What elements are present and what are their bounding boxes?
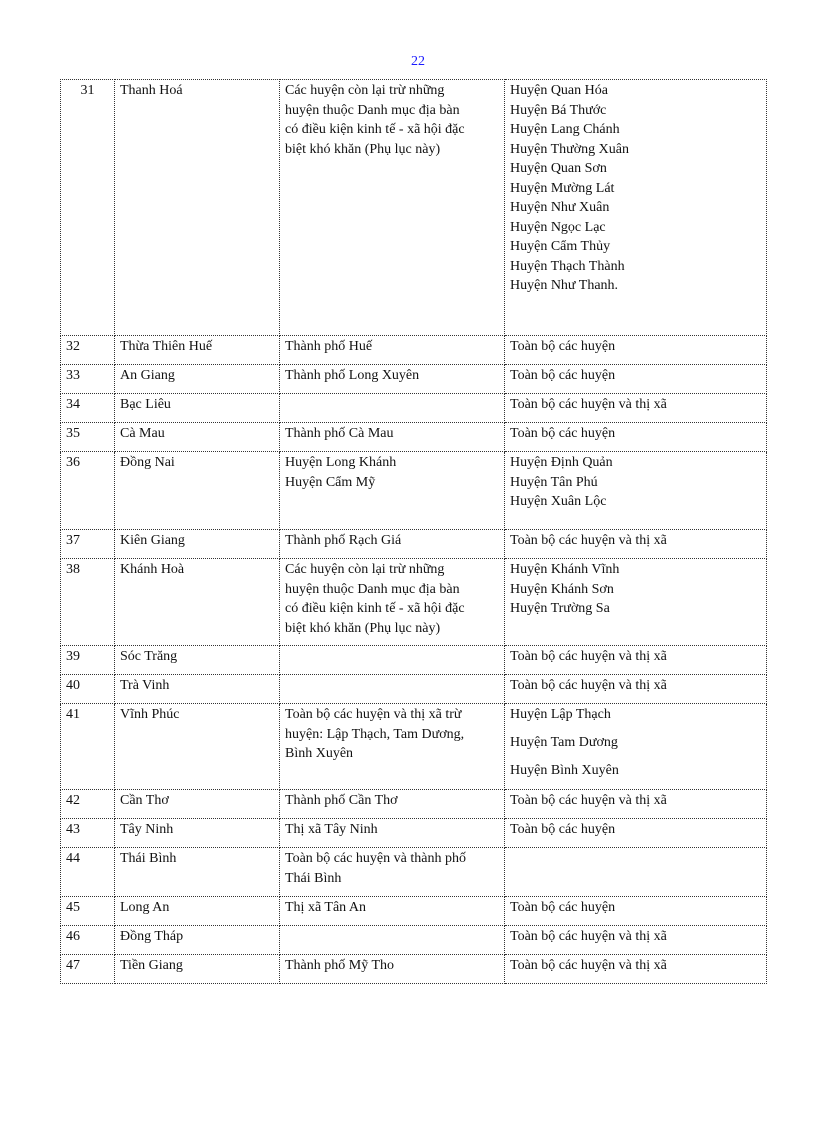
area-c-cell — [505, 365, 767, 394]
province-name: Thái Bình — [115, 848, 280, 897]
area-b-cell — [280, 80, 505, 336]
area-c-line: Huyện Trường Sa — [510, 601, 610, 616]
row-number: 45 — [61, 897, 115, 926]
area-c-cell — [505, 848, 767, 897]
area-b-line: biệt khó khăn (Phụ lục này) — [285, 141, 441, 157]
area-b-line: Thái Bình — [285, 870, 342, 886]
row-number: 42 — [61, 790, 115, 819]
area-b-line: Thành phố Long Xuyên — [285, 368, 420, 383]
area-c-cell — [505, 646, 767, 675]
area-b-line: Thành phố Cần Thơ — [285, 793, 398, 808]
table-row — [61, 790, 767, 819]
table-row — [61, 530, 767, 559]
area-c-line: Toàn bộ các huyện và thị xã — [510, 649, 667, 664]
area-b-line: Thành phố Huế — [285, 339, 373, 354]
area-c-line: Toàn bộ các huyện và thị xã — [510, 397, 667, 412]
area-b-cell — [280, 790, 505, 819]
province-name: Tây Ninh — [115, 819, 280, 848]
area-b-cell — [280, 646, 505, 675]
row-number: 31 — [61, 80, 115, 336]
area-c-cell — [505, 394, 767, 423]
area-b-cell — [280, 423, 505, 452]
area-c-cell — [505, 819, 767, 848]
area-c-cell — [505, 955, 767, 984]
area-c-line: Toàn bộ các huyện — [510, 426, 616, 441]
area-b-line: Thành phố Rạch Giá — [285, 533, 402, 548]
area-c-line: Huyện Xuân Lộc — [510, 494, 607, 509]
area-c-line: Toàn bộ các huyện và thị xã — [510, 958, 667, 973]
province-name: Trà Vinh — [115, 675, 280, 704]
area-b-cell — [280, 559, 505, 646]
area-c-cell — [505, 423, 767, 452]
area-c-cell — [505, 926, 767, 955]
table-row — [61, 704, 767, 790]
area-b-cell — [280, 955, 505, 984]
province-name: Long An — [115, 897, 280, 926]
table-row — [61, 955, 767, 984]
row-number: 46 — [61, 926, 115, 955]
area-c-line: Huyện Như Thanh. — [510, 278, 619, 293]
area-c-line: Huyện Cẩm Thủy — [510, 239, 611, 254]
row-number: 43 — [61, 819, 115, 848]
table-row — [61, 926, 767, 955]
province-name: Cần Thơ — [115, 790, 280, 819]
area-b-line: Bình Xuyên — [285, 746, 354, 761]
area-c-line: Toàn bộ các huyện và thị xã — [510, 929, 667, 944]
area-b-line: Huyện Cẩm Mỹ — [285, 474, 376, 490]
table-row — [61, 848, 767, 897]
area-c-line: Toàn bộ các huyện và thị xã — [510, 533, 667, 548]
area-c-line: Toàn bộ các huyện và thị xã — [510, 793, 667, 808]
area-c-line: Toàn bộ các huyện và thị xã — [510, 678, 667, 693]
province-name: Đồng Tháp — [115, 926, 280, 955]
area-b-cell — [280, 452, 505, 530]
area-c-line: Huyện Mường Lát — [510, 180, 615, 196]
province-name: Tiền Giang — [115, 955, 280, 984]
row-number: 39 — [61, 646, 115, 675]
area-b-cell — [280, 530, 505, 559]
area-b-line: Thành phố Mỹ Tho — [285, 958, 395, 973]
area-b-cell — [280, 926, 505, 955]
area-b-cell — [280, 897, 505, 926]
row-number: 33 — [61, 365, 115, 394]
area-c-cell — [505, 530, 767, 559]
area-c-line: Huyện Tân Phú — [510, 474, 598, 490]
province-name: Đồng Nai — [115, 452, 280, 530]
area-b-cell — [280, 365, 505, 394]
area-b-line: Thành phố Cà Mau — [285, 426, 394, 441]
area-b-cell — [280, 704, 505, 790]
province-name: Khánh Hoà — [115, 559, 280, 646]
province-name: Kiên Giang — [115, 530, 280, 559]
area-b-line: Huyện Long Khánh — [285, 455, 397, 470]
area-c-line: Toàn bộ các huyện — [510, 368, 616, 383]
area-c-cell — [505, 336, 767, 365]
province-name: Sóc Trăng — [115, 646, 280, 675]
page-number: 22 — [411, 54, 425, 69]
area-b-line: huyện thuộc Danh mục địa bàn — [285, 102, 460, 118]
area-c-line: Huyện Bình Xuyên — [510, 763, 619, 778]
area-c-cell — [505, 559, 767, 646]
row-number: 44 — [61, 848, 115, 897]
area-c-line: Huyện Lập Thạch — [510, 707, 611, 722]
table-row — [61, 646, 767, 675]
area-c-cell — [505, 80, 767, 336]
province-name: Vĩnh Phúc — [115, 704, 280, 790]
province-name: Thừa Thiên Huế — [115, 336, 280, 365]
province-name: Thanh Hoá — [115, 80, 280, 336]
area-c-cell — [505, 452, 767, 530]
area-b-line: có điều kiện kinh tế - xã hội đặc — [285, 601, 465, 616]
area-b-cell — [280, 819, 505, 848]
province-name: Bạc Liêu — [115, 394, 280, 423]
area-c-line: Huyện Như Xuân — [510, 200, 610, 215]
area-c-line: Huyện Quan Hóa — [510, 83, 608, 98]
area-b-line: Thị xã Tây Ninh — [285, 822, 378, 837]
table-row — [61, 819, 767, 848]
area-b-line: có điều kiện kinh tế - xã hội đặc — [285, 122, 465, 137]
area-c-line: Toàn bộ các huyện — [510, 339, 616, 354]
area-c-line: Huyện Tam Dương — [510, 735, 618, 750]
area-c-line: Huyện Ngọc Lạc — [510, 219, 606, 235]
area-b-line: huyện thuộc Danh mục địa bàn — [285, 581, 460, 597]
table-row — [61, 559, 767, 646]
area-c-cell — [505, 790, 767, 819]
area-b-line: Toàn bộ các huyện và thành phố — [285, 851, 466, 866]
row-number: 38 — [61, 559, 115, 646]
area-c-line: Huyện Bá Thước — [510, 102, 607, 118]
row-number: 36 — [61, 452, 115, 530]
row-number: 37 — [61, 530, 115, 559]
area-b-cell — [280, 336, 505, 365]
area-b-line: biệt khó khăn (Phụ lục này) — [285, 620, 441, 636]
area-c-line: Huyện Thường Xuân — [510, 141, 629, 157]
area-c-line: Toàn bộ các huyện — [510, 900, 616, 915]
region-table-body — [61, 80, 767, 984]
area-c-line: Huyện Thạch Thành — [510, 258, 625, 274]
table-row — [61, 897, 767, 926]
area-b-cell — [280, 675, 505, 704]
table-row — [61, 365, 767, 394]
row-number: 40 — [61, 675, 115, 704]
table-row — [61, 394, 767, 423]
table-row — [61, 423, 767, 452]
area-b-line: Toàn bộ các huyện và thị xã trừ — [285, 707, 462, 722]
area-b-cell — [280, 848, 505, 897]
table-row — [61, 80, 767, 336]
area-c-cell — [505, 704, 767, 790]
row-number: 35 — [61, 423, 115, 452]
row-number: 41 — [61, 704, 115, 790]
area-b-line: Các huyện còn lại trừ những — [285, 83, 445, 98]
area-b-cell — [280, 394, 505, 423]
row-number: 32 — [61, 336, 115, 365]
area-c-line: Toàn bộ các huyện — [510, 822, 616, 837]
province-name: Cà Mau — [115, 423, 280, 452]
area-c-line: Huyện Quan Sơn — [510, 161, 607, 176]
area-b-line: huyện: Lập Thạch, Tam Dương, — [285, 726, 465, 742]
table-row — [61, 675, 767, 704]
row-number: 34 — [61, 394, 115, 423]
area-c-line: Huyện Khánh Sơn — [510, 581, 614, 597]
table-row — [61, 452, 767, 530]
area-b-line: Thị xã Tân An — [285, 900, 367, 915]
area-c-line: Huyện Lang Chánh — [510, 122, 620, 137]
table-row — [61, 336, 767, 365]
area-c-line: Huyện Khánh Vĩnh — [510, 562, 620, 577]
area-c-line: Huyện Định Quản — [510, 455, 613, 470]
province-name: An Giang — [115, 365, 280, 394]
area-b-line: Các huyện còn lại trừ những — [285, 562, 445, 577]
area-c-cell — [505, 675, 767, 704]
region-table — [60, 79, 767, 984]
row-number: 47 — [61, 955, 115, 984]
area-c-cell — [505, 897, 767, 926]
